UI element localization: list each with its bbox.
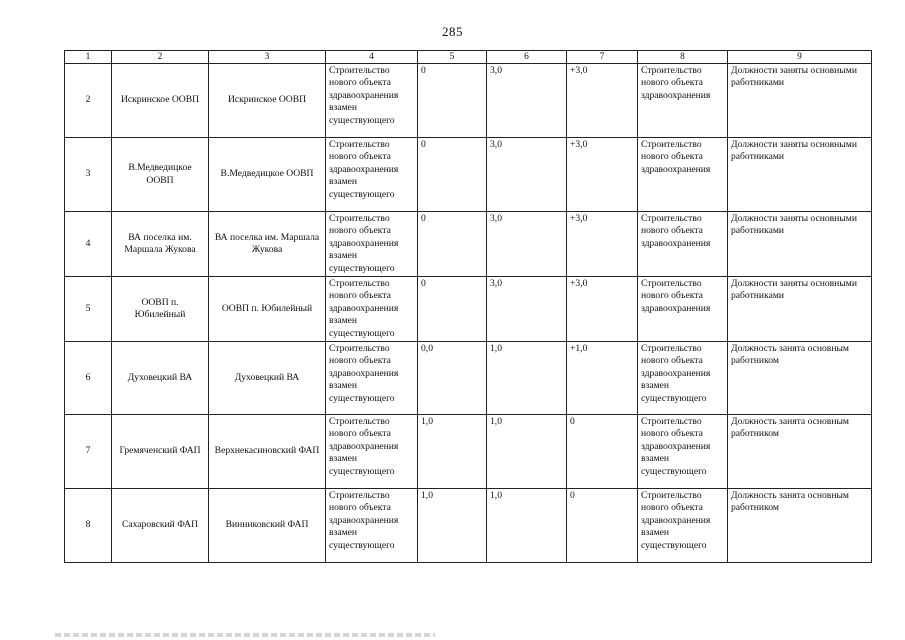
action-description: Строительство нового объекта здравоохранения взамен существующего bbox=[326, 138, 418, 212]
facility-name: Сахаровский ФАП bbox=[112, 489, 209, 563]
facility-name: В.Медведицкое ООВП bbox=[112, 138, 209, 212]
value-col5: 0 bbox=[418, 138, 487, 212]
value-col7: +3,0 bbox=[567, 277, 638, 342]
value-col7: +3,0 bbox=[567, 64, 638, 138]
row-number: 4 bbox=[65, 212, 112, 277]
action-description: Строительство нового объекта здравоохранения взамен существующего bbox=[326, 489, 418, 563]
action-description: Строительство нового объекта здравоохранения взамен существующего bbox=[326, 277, 418, 342]
action-description: Строительство нового объекта здравоохранения взамен существующего bbox=[326, 212, 418, 277]
column-header-8: 8 bbox=[638, 51, 728, 64]
facility-name: Искринское ООВП bbox=[112, 64, 209, 138]
row-number: 8 bbox=[65, 489, 112, 563]
value-col5: 0 bbox=[418, 212, 487, 277]
header-row bbox=[65, 51, 872, 64]
staffing-note: Должности заняты основными работниками bbox=[728, 138, 872, 212]
row-number: 3 bbox=[65, 138, 112, 212]
action-summary: Строительство нового объекта здравоохранения bbox=[638, 64, 728, 138]
value-col6: 1,0 bbox=[487, 342, 567, 415]
value-col5: 1,0 bbox=[418, 489, 487, 563]
staffing-note: Должности заняты основными работниками bbox=[728, 212, 872, 277]
table-row bbox=[65, 489, 872, 563]
row-number: 2 bbox=[65, 64, 112, 138]
value-col6: 3,0 bbox=[487, 138, 567, 212]
column-header-3: 3 bbox=[209, 51, 326, 64]
scan-artifact bbox=[55, 633, 435, 637]
action-summary: Строительство нового объекта здравоохранения bbox=[638, 212, 728, 277]
value-col6: 3,0 bbox=[487, 64, 567, 138]
action-description: Строительство нового объекта здравоохранения взамен существующего bbox=[326, 415, 418, 489]
column-header-2: 2 bbox=[112, 51, 209, 64]
value-col7: +3,0 bbox=[567, 212, 638, 277]
table-row bbox=[65, 64, 872, 138]
column-header-9: 9 bbox=[728, 51, 872, 64]
value-col6: 3,0 bbox=[487, 212, 567, 277]
table-row bbox=[65, 212, 872, 277]
value-col6: 1,0 bbox=[487, 415, 567, 489]
facility-name-new: ВА поселка им. Маршала Жукова bbox=[209, 212, 326, 277]
facility-name: Гремяченский ФАП bbox=[112, 415, 209, 489]
action-summary: Строительство нового объекта здравоохранения взамен существующего bbox=[638, 342, 728, 415]
value-col7: +1,0 bbox=[567, 342, 638, 415]
column-header-5: 5 bbox=[418, 51, 487, 64]
staffing-note: Должности заняты основными работниками bbox=[728, 277, 872, 342]
value-col7: 0 bbox=[567, 489, 638, 563]
staffing-note: Должности заняты основными работниками bbox=[728, 64, 872, 138]
facility-name-new: Верхнекасиновский ФАП bbox=[209, 415, 326, 489]
value-col6: 1,0 bbox=[487, 489, 567, 563]
column-header-7: 7 bbox=[567, 51, 638, 64]
facility-name: ООВП п. Юбилейный bbox=[112, 277, 209, 342]
table-row bbox=[65, 342, 872, 415]
value-col7: +3,0 bbox=[567, 138, 638, 212]
facility-name-new: ООВП п. Юбилейный bbox=[209, 277, 326, 342]
action-summary: Строительство нового объекта здравоохранения взамен существующего bbox=[638, 415, 728, 489]
facility-name: Духовецкий ВА bbox=[112, 342, 209, 415]
staffing-note: Должность занята основным работником bbox=[728, 415, 872, 489]
action-summary: Строительство нового объекта здравоохранения взамен существующего bbox=[638, 489, 728, 563]
action-summary: Строительство нового объекта здравоохранения bbox=[638, 138, 728, 212]
value-col5: 1,0 bbox=[418, 415, 487, 489]
table-row bbox=[65, 138, 872, 212]
facility-name-new: Искринское ООВП bbox=[209, 64, 326, 138]
action-description: Строительство нового объекта здравоохранения взамен существующего bbox=[326, 64, 418, 138]
value-col5: 0 bbox=[418, 64, 487, 138]
table-row bbox=[65, 277, 872, 342]
row-number: 5 bbox=[65, 277, 112, 342]
row-number: 6 bbox=[65, 342, 112, 415]
facility-name-new: В.Медведицкое ООВП bbox=[209, 138, 326, 212]
column-header-4: 4 bbox=[326, 51, 418, 64]
staffing-note: Должность занята основным работником bbox=[728, 489, 872, 563]
facility-name-new: Духовецкий ВА bbox=[209, 342, 326, 415]
data-table bbox=[64, 50, 872, 563]
column-header-6: 6 bbox=[487, 51, 567, 64]
value-col6: 3,0 bbox=[487, 277, 567, 342]
action-description: Строительство нового объекта здравоохранения взамен существующего bbox=[326, 342, 418, 415]
table-row bbox=[65, 415, 872, 489]
facility-name: ВА поселка им. Маршала Жукова bbox=[112, 212, 209, 277]
page-number: 285 bbox=[442, 24, 463, 39]
action-summary: Строительство нового объекта здравоохранения bbox=[638, 277, 728, 342]
value-col7: 0 bbox=[567, 415, 638, 489]
column-header-1: 1 bbox=[65, 51, 112, 64]
staffing-note: Должность занята основным работником bbox=[728, 342, 872, 415]
facility-name-new: Винниковский ФАП bbox=[209, 489, 326, 563]
value-col5: 0 bbox=[418, 277, 487, 342]
row-number: 7 bbox=[65, 415, 112, 489]
value-col5: 0,0 bbox=[418, 342, 487, 415]
